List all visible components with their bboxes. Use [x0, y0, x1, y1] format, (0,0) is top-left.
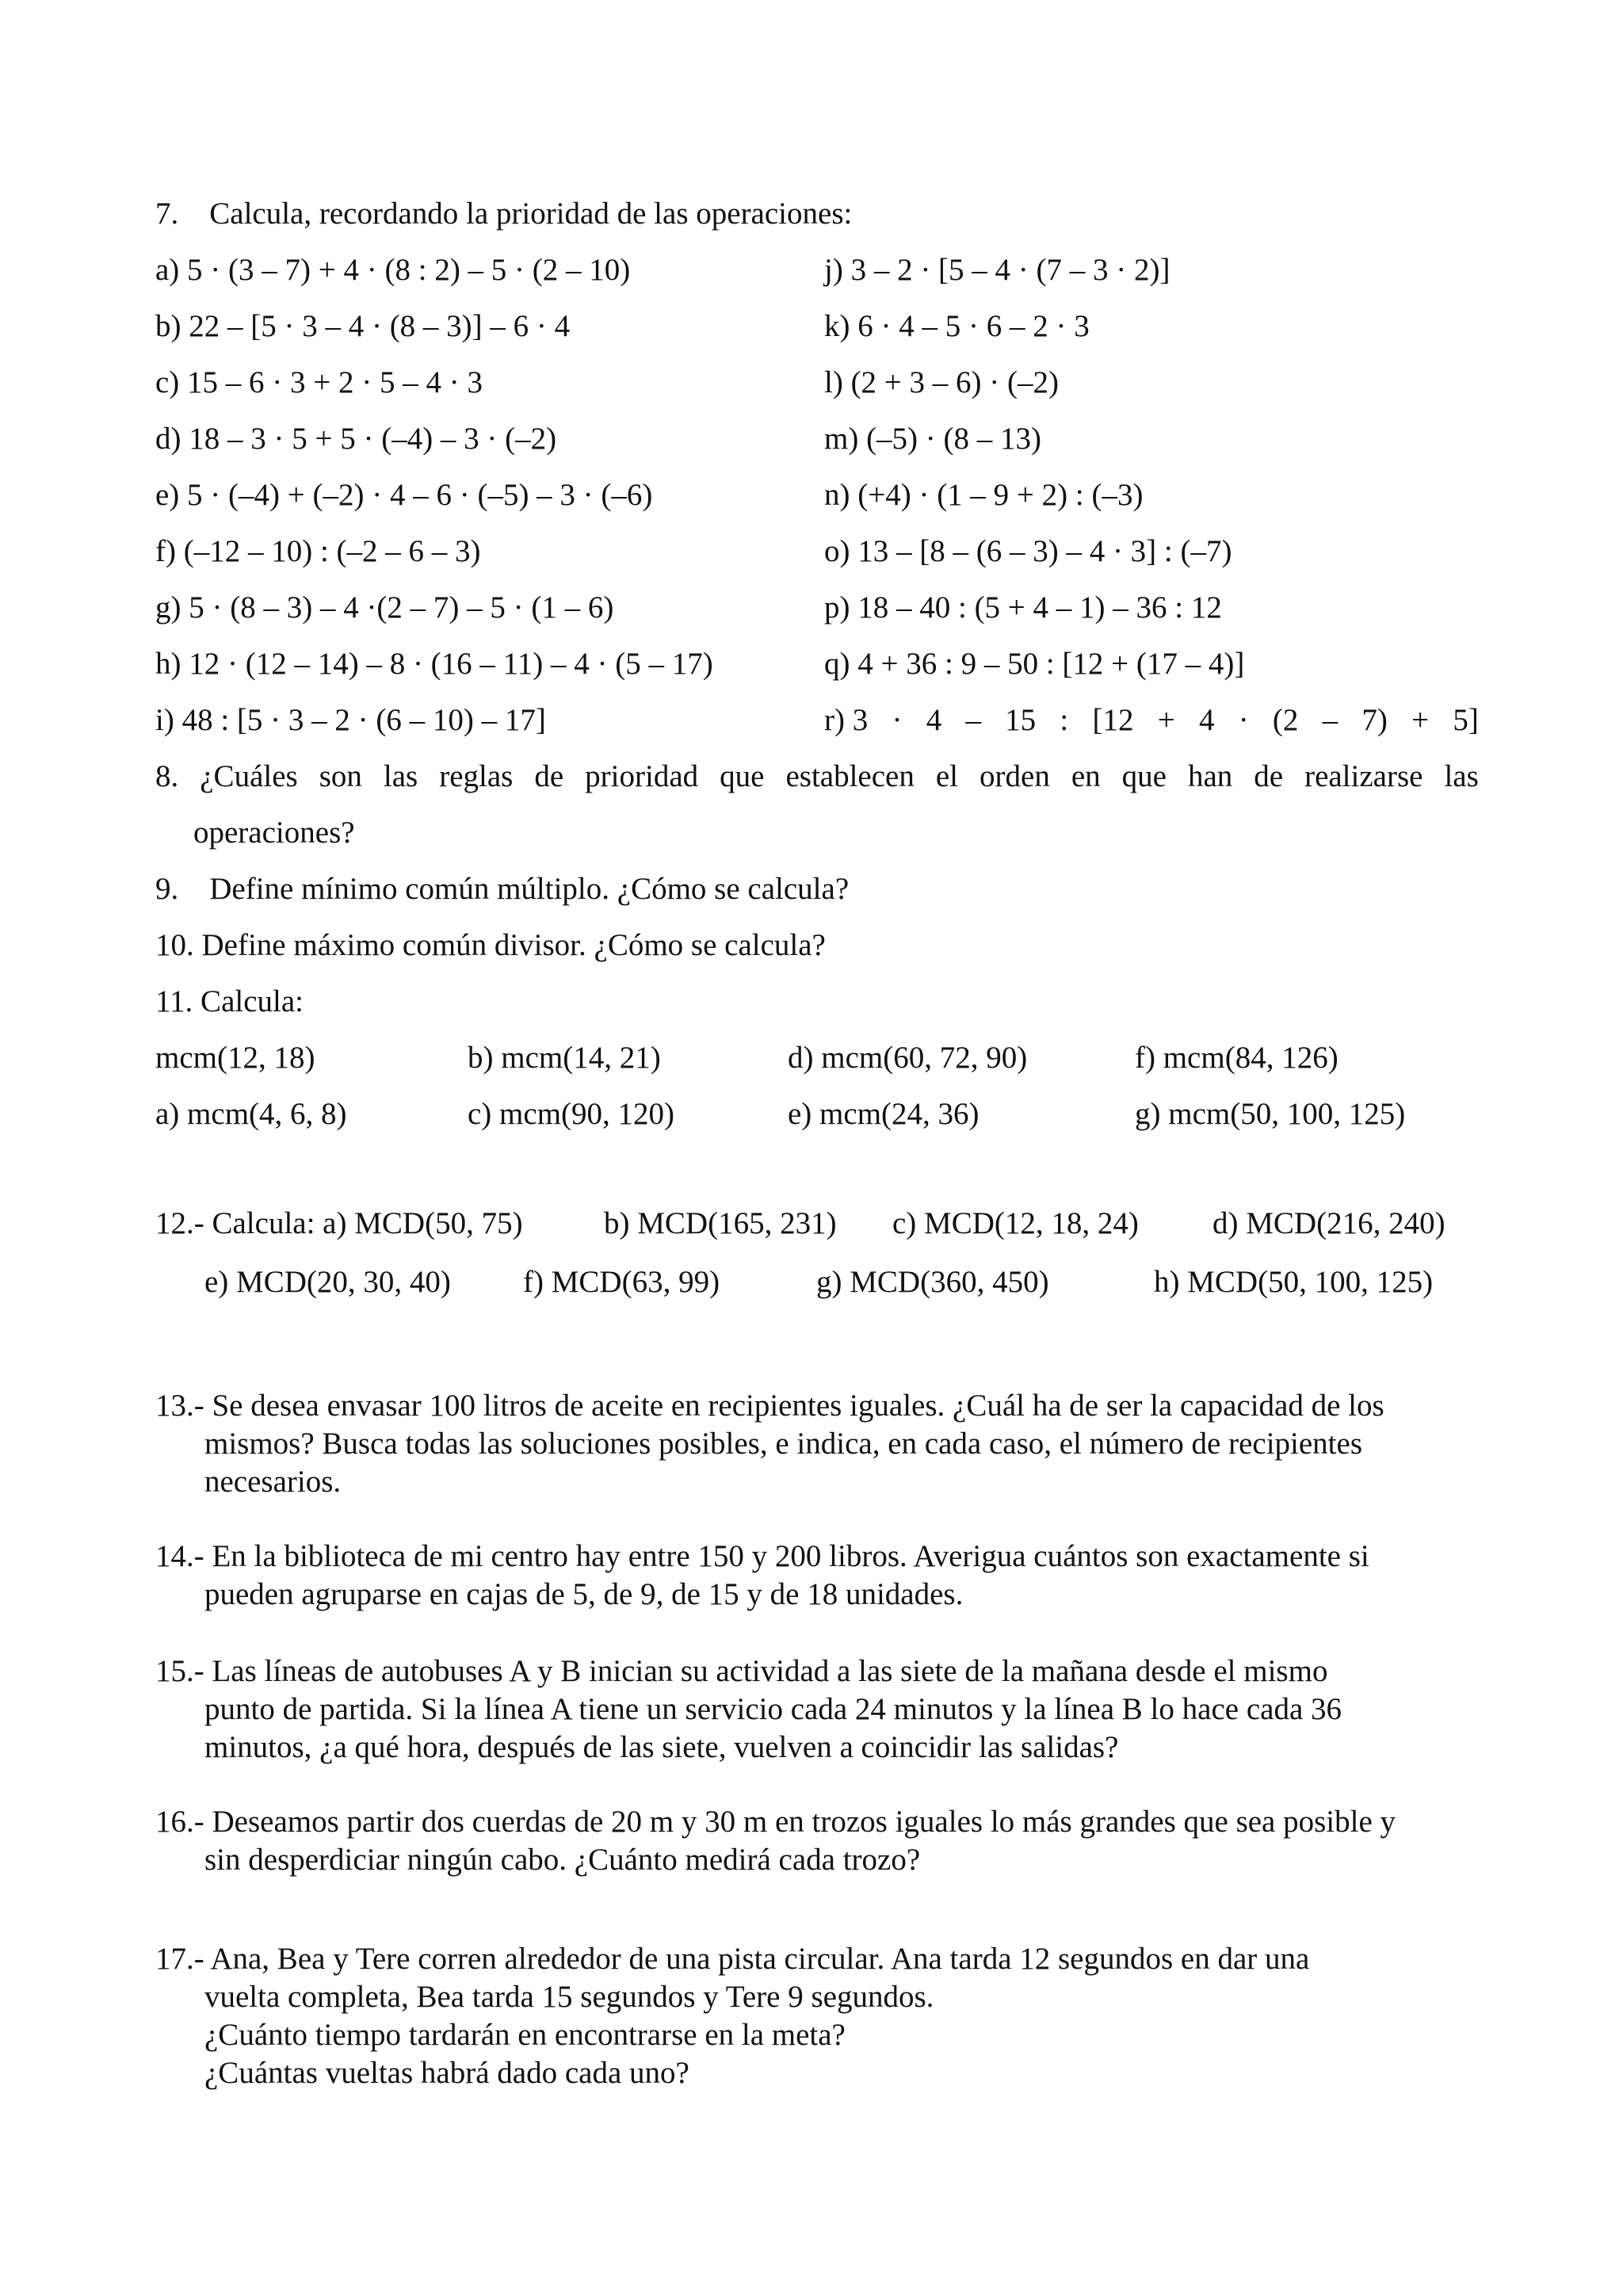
q11-item-a: a) mcm(4, 6, 8)	[155, 1097, 347, 1131]
q13-line-3: necesarios.	[204, 1465, 342, 1499]
q15-line-1: 15.- Las líneas de autobuses A y B inician su actividad a las siete de la mañana desde el mismo	[155, 1654, 1328, 1688]
q8-line-1	[155, 761, 1479, 792]
q7-item-o: o) 13 – [8 – (6 – 3) – 4 · 3] : (–7)	[824, 534, 1232, 568]
q8-word: 8.	[155, 759, 179, 793]
q7-r-token: –	[1322, 703, 1338, 737]
q7-item-l: l) (2 + 3 – 6) · (–2)	[824, 365, 1060, 399]
q7-item-r	[824, 705, 1479, 735]
q12-item-g: g) MCD(360, 450)	[816, 1265, 1049, 1299]
q11-item-e: e) mcm(24, 36)	[788, 1097, 980, 1131]
q8-word: que	[720, 759, 765, 793]
q14-line-1: 14.- En la biblioteca de mi centro hay entre 150 y 200 libros. Averigua cuántos son exactamente si	[155, 1539, 1369, 1573]
q7-item-g: g) 5 · (8 – 3) – 4 ·(2 – 7) – 5 · (1 – 6)	[155, 590, 614, 625]
q7-item-p: p) 18 – 40 : (5 + 4 – 1) – 36 : 12	[824, 590, 1222, 625]
q16-line-2: sin desperdiciar ningún cabo. ¿Cuánto medirá cada trozo?	[204, 1843, 921, 1877]
q7-r-token: ·	[1238, 703, 1249, 737]
q8-word: realizarse	[1304, 759, 1423, 793]
q17-line-3: ¿Cuánto tiempo tardarán en encontrarse en la meta?	[204, 2018, 846, 2052]
q7-r-token: 15	[1005, 703, 1037, 737]
q13-paragraph	[155, 1387, 1479, 1501]
q7-item-c: c) 15 – 6 · 3 + 2 · 5 – 4 · 3	[155, 365, 483, 399]
q7-r-token: (2	[1272, 703, 1299, 737]
q8-word: en	[1071, 759, 1101, 793]
q7-item-q: q) 4 + 36 : 9 – 50 : [12 + (17 – 4)]	[824, 647, 1245, 681]
q7-title: 7. Calcula, recordando la prioridad de las operaciones:	[155, 197, 853, 231]
q17-line-1: 17.- Ana, Bea y Tere corren alrededor de una pista circular. Ana tarda 12 segundos en dar una	[155, 1942, 1310, 1976]
q15-line-3: minutos, ¿a qué hora, después de las siete, vuelven a coincidir las salidas?	[204, 1730, 1119, 1764]
q7-item-n: n) (+4) · (1 – 9 + 2) : (–3)	[824, 478, 1144, 512]
q15-paragraph	[155, 1652, 1479, 1767]
q12-item-d: d) MCD(216, 240)	[1212, 1206, 1445, 1240]
q7-item-d: d) 18 – 3 · 5 + 5 · (–4) – 3 · (–2)	[155, 422, 557, 456]
q7-item-b: b) 22 – [5 · 3 – 4 · (8 – 3)] – 6 · 4	[155, 309, 571, 343]
q11-item: mcm(12, 18)	[155, 1041, 315, 1075]
q17-line-2: vuelta completa, Bea tarda 15 segundos y Tere 9 segundos.	[204, 1980, 934, 2014]
q7-item-j: j) 3 – 2 · [5 – 4 · (7 – 3 · 2)]	[824, 253, 1170, 287]
q15-line-2: punto de partida. Si la línea A tiene un servicio cada 24 minutos y la línea B lo hace cada 36	[204, 1692, 1342, 1726]
q8-word: prioridad	[585, 759, 699, 793]
q13-line-1: 13.- Se desea envasar 100 litros de aceite en recipientes iguales. ¿Cuál ha de ser la capacidad de los	[155, 1389, 1384, 1423]
q8-word: ¿Cuáles	[200, 759, 298, 793]
q11-item-f: f) mcm(84, 126)	[1135, 1041, 1338, 1075]
q11-title: 11. Calcula:	[155, 984, 304, 1018]
q8-word: son	[319, 759, 362, 793]
q9-text: 9. Define mínimo común múltiplo. ¿Cómo se calcula?	[155, 872, 850, 906]
q7-item-i: i) 48 : [5 · 3 – 2 · (6 – 10) – 17]	[155, 703, 546, 737]
q8-word: las	[383, 759, 418, 793]
q8-word: las	[1444, 759, 1479, 793]
q8-word: de	[534, 759, 564, 793]
q11-item-c: c) mcm(90, 120)	[468, 1097, 675, 1131]
q7-r-token: 5]	[1453, 703, 1479, 737]
q16-line-1: 16.- Deseamos partir dos cuerdas de 20 m y 30 m en trozos iguales lo más grandes que sea posible y	[155, 1805, 1396, 1839]
q8-word: el	[935, 759, 959, 793]
q7-item-e: e) 5 · (–4) + (–2) · 4 – 6 · (–5) – 3 · (–6)	[155, 478, 653, 512]
q11-item-d: d) mcm(60, 72, 90)	[788, 1041, 1028, 1075]
q8-word: que	[1121, 759, 1167, 793]
q13-line-2: mismos? Busca todas las soluciones posibles, e indica, en cada caso, el número de recipientes	[204, 1427, 1362, 1461]
q12-item-e: e) MCD(20, 30, 40)	[204, 1265, 451, 1299]
q7-item-k: k) 6 · 4 – 5 · 6 – 2 · 3	[824, 309, 1090, 343]
q7-r-token: +	[1157, 703, 1175, 737]
q17-line-4: ¿Cuántas vueltas habrá dado cada uno?	[204, 2056, 689, 2090]
q16-paragraph	[155, 1803, 1479, 1879]
q7-r-token: –	[965, 703, 981, 737]
q7-r-token: r) 3	[824, 703, 869, 737]
q12-item-b: b) MCD(165, 231)	[604, 1206, 837, 1240]
q14-line-2: pueden agruparse en cajas de 5, de 9, de 15 y de 18 unidades.	[204, 1577, 964, 1611]
q7-r-token: [12	[1092, 703, 1134, 737]
q8-word: reglas	[439, 759, 514, 793]
q7-r-token: +	[1411, 703, 1430, 737]
q12-item-a: 12.- Calcula: a) MCD(50, 75)	[155, 1206, 523, 1240]
q7-r-token: ·	[892, 703, 903, 737]
q8-line-2: operaciones?	[193, 816, 355, 850]
q17-paragraph	[155, 1940, 1479, 2092]
q12-item-h: h) MCD(50, 100, 125)	[1154, 1265, 1434, 1299]
q7-r-token: 7)	[1361, 703, 1388, 737]
q8-word: establecen	[785, 759, 915, 793]
q8-word: han	[1187, 759, 1233, 793]
q7-r-token: 4	[1198, 703, 1215, 737]
q11-item-g: g) mcm(50, 100, 125)	[1135, 1097, 1406, 1131]
q7-item-a: a) 5 · (3 – 7) + 4 · (8 : 2) – 5 · (2 – 10)	[155, 253, 631, 287]
q7-r-token: 4	[926, 703, 942, 737]
q7-item-f: f) (–12 – 10) : (–2 – 6 – 3)	[155, 534, 481, 568]
q10-text: 10. Define máximo común divisor. ¿Cómo se calcula?	[155, 928, 826, 962]
q14-paragraph	[155, 1538, 1479, 1614]
q11-item-b: b) mcm(14, 21)	[468, 1041, 661, 1075]
q8-word: de	[1254, 759, 1284, 793]
q7-r-token: :	[1060, 703, 1069, 737]
q12-item-f: f) MCD(63, 99)	[523, 1265, 720, 1299]
q8-word: orden	[980, 759, 1050, 793]
q7-item-m: m) (–5) · (8 – 13)	[824, 422, 1042, 456]
q7-item-h: h) 12 · (12 – 14) – 8 · (16 – 11) – 4 · (5 – 17)	[155, 647, 713, 681]
q12-item-c: c) MCD(12, 18, 24)	[892, 1206, 1139, 1240]
